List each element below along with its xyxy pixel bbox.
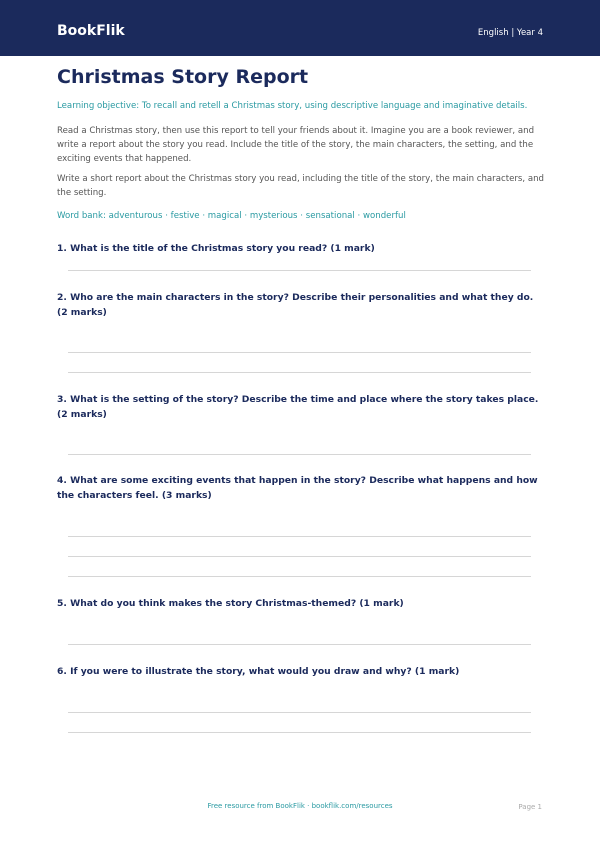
learning-objective: Learning objective: To recall and retell a Christmas story, using descriptive language and imaginative details. (57, 101, 528, 111)
answer-line[interactable] (68, 576, 531, 577)
word-bank: Word bank: adventurous · festive · magical · mysterious · sensational · wonderful (57, 211, 406, 221)
question-3: 3. What is the setting of the story? Describe the time and place where the story takes place. (2 marks) (57, 394, 539, 420)
answer-line[interactable] (68, 536, 531, 537)
question-4: 4. What are some exciting events that happen in the story? Describe what happens and how the characters feel. (3 marks) (57, 475, 538, 501)
answer-line[interactable] (68, 352, 531, 353)
answer-line[interactable] (68, 712, 531, 713)
intro-paragraph-2: Write a short report about the Christmas story you read, including the title of the story, the main characters, and the setting. (57, 174, 545, 198)
question-2: 2. Who are the main characters in the story? Describe their personalities and what they do. (2 marks) (57, 292, 534, 318)
answer-line[interactable] (68, 732, 531, 733)
page-number: Page 1 (518, 803, 542, 811)
answer-line[interactable] (68, 372, 531, 373)
answer-line[interactable] (68, 644, 531, 645)
answer-line[interactable] (68, 454, 531, 455)
page-title: Christmas Story Report (57, 66, 309, 88)
footer-source-link[interactable]: Free resource from BookFlik · bookflik.com/resources (207, 802, 393, 810)
subject-year-label: English | Year 4 (477, 28, 543, 38)
intro-paragraph-1: Read a Christmas story, then use this report to tell your friends about it. Imagine you are a book reviewer, and write a report about the story you read. Include the title of the story, the main characters, the setting, and the exciting events that happened. (57, 126, 535, 164)
question-6: 6. If you were to illustrate the story, what would you draw and why? (1 mark) (57, 666, 460, 677)
answer-line[interactable] (68, 270, 531, 271)
header-bar (0, 0, 600, 56)
answer-line[interactable] (68, 556, 531, 557)
brand-logo: BookFlik (57, 23, 125, 39)
question-5: 5. What do you think makes the story Christmas-themed? (1 mark) (57, 598, 404, 609)
question-1: 1. What is the title of the Christmas story you read? (1 mark) (57, 243, 375, 254)
